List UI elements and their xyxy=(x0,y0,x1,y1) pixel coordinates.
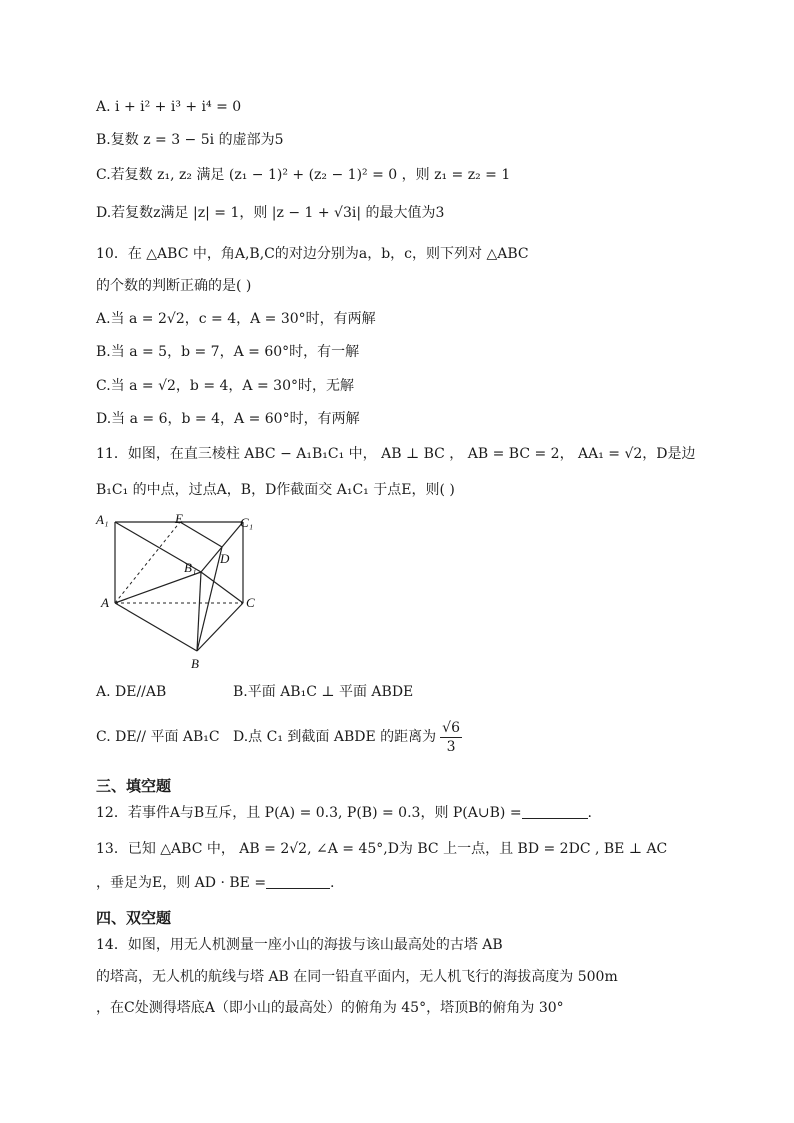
q10-stem-line1: 10．在 △ABC 中，角A,B,C的对边分别为a，b，c，则下列对 △ABC xyxy=(96,246,529,262)
q14-line3: ，在C处测得塔底A（即小山的最高处）的俯角为 45°，塔顶B的俯角为 30° xyxy=(96,1000,564,1016)
edge-a-b xyxy=(115,603,197,651)
section-fill-blank-title: 三、填空题 xyxy=(96,777,172,795)
label-a: A xyxy=(101,595,109,610)
label-e: E xyxy=(175,512,183,526)
q11-option-c: C. DE// 平面 AB₁C xyxy=(96,729,220,745)
q9-option-c: C.若复数 z₁, z₂ 满足 (z₁ − 1)² + (z₂ − 1)² = 0 ，则 z₁ = z₂ = 1 xyxy=(96,167,511,183)
q12-stem: 12．若事件A与B互斥，且 P(A) = 0.3, P(B) = 0.3，则 P(A∪B) = xyxy=(96,805,522,821)
section-double-blank-title: 四、双空题 xyxy=(96,909,172,927)
q11-option-a: A. DE//AB xyxy=(96,684,167,700)
edge-b-c xyxy=(197,603,243,651)
q13-stem: ，垂足为E，则 AD · BE = xyxy=(96,875,267,891)
label-c1: C₁ xyxy=(240,515,254,530)
label-d: D xyxy=(220,551,230,566)
q12-period: . xyxy=(587,805,592,821)
label-a1: A₁ xyxy=(96,512,109,527)
q10-option-d: D.当 a = 6，b = 4，A = 60°时，有两解 xyxy=(96,411,360,427)
q11-stem-line1: 11．如图，在直三棱柱 ABC − A₁B₁C₁ 中， AB ⊥ BC ， AB = BC = 2， AA₁ = √2，D是边 xyxy=(96,446,696,462)
distance-fraction xyxy=(440,719,462,756)
line-e-d xyxy=(180,522,222,547)
q13-stem-line1: 13．已知 △ABC 中， AB = 2√2, ∠A = 45°,D为 BC 上一点，且 BD = 2DC , BE ⊥ AC xyxy=(96,841,668,857)
q11-option-d-text: D.点 C₁ 到截面 ABDE 的距离为 xyxy=(233,729,437,745)
q10-option-b: B.当 a = 5，b = 7，A = 60°时，有一解 xyxy=(96,344,360,360)
q10-stem-line2: 的个数的判断正确的是( ) xyxy=(96,278,252,294)
q9-option-a: A. i + i² + i³ + i⁴ = 0 xyxy=(96,99,242,115)
fraction-denominator: 3 xyxy=(446,738,456,755)
q11-option-d xyxy=(233,716,462,758)
q11-option-b: B.平面 AB₁C ⊥ 平面 ABDE xyxy=(233,684,414,700)
label-b: B xyxy=(191,656,199,671)
q14-line2: 的塔高，无人机的航线与塔 AB 在同一铅直平面内，无人机飞行的海拔高度为 500m xyxy=(96,969,618,985)
q13-answer-blank[interactable] xyxy=(266,874,330,889)
q11-stem-line2: B₁C₁ 的中点，过点A，B，D作截面交 A₁C₁ 于点E，则( ) xyxy=(96,482,455,498)
q12-text xyxy=(96,803,592,823)
q9-option-b: B.复数 z = 3 − 5i 的虚部为5 xyxy=(96,132,284,148)
line-b1-c xyxy=(201,572,243,603)
q13-period: . xyxy=(330,875,335,891)
fraction-numerator: √6 xyxy=(442,719,460,736)
q10-option-c: C.当 a = √2，b = 4，A = 30°时，无解 xyxy=(96,378,354,394)
label-c: C xyxy=(246,595,255,610)
q9-option-d: D.若复数z满足 |z| = 1，则 |z − 1 + √3i| 的最大值为3 xyxy=(96,205,445,221)
label-b1: B₁ xyxy=(184,560,197,575)
q13-stem-line2 xyxy=(96,873,335,893)
q12-answer-blank[interactable] xyxy=(522,804,588,819)
q14-line1: 14．如图，用无人机测量一座小山的海拔与该山最高处的古塔 AB xyxy=(96,937,503,953)
q10-option-a: A.当 a = 2√2，c = 4，A = 30°时，有两解 xyxy=(96,311,376,327)
prism-figure xyxy=(94,512,264,674)
